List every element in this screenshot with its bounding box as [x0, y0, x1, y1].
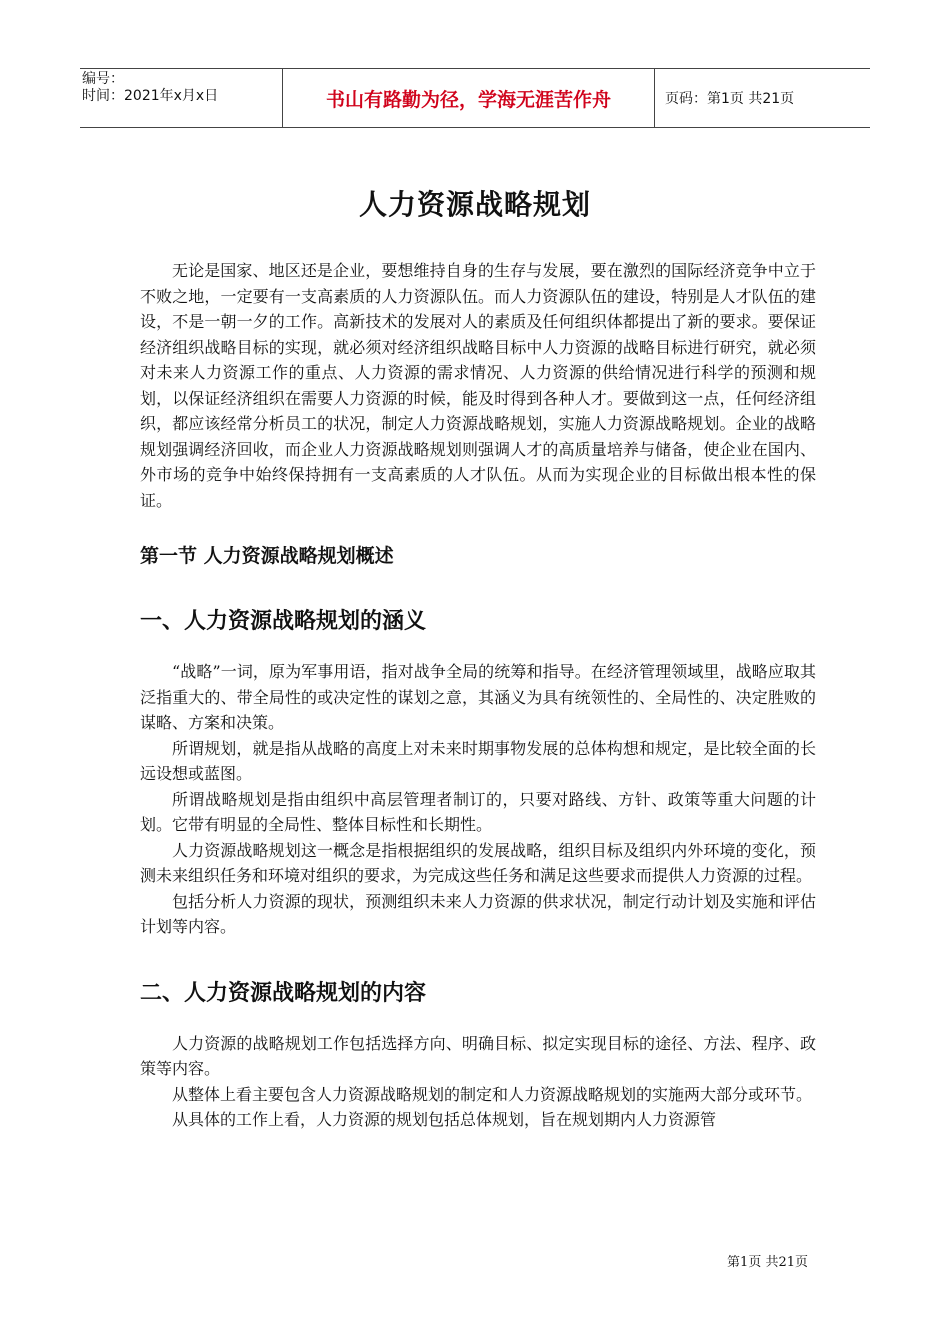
page-header [80, 68, 870, 128]
paragraph: 人力资源的战略规划工作包括选择方向、明确目标、拟定实现目标的途径、方法、程序、政策等内容。 [140, 1033, 816, 1078]
paragraph: 所谓规划，就是指从战略的高度上对未来时期事物发展的总体构想和规定，是比较全面的长远设想或蓝图。 [140, 738, 816, 783]
paragraph: 包括分析人力资源的现状，预测组织未来人力资源的供求状况，制定行动计划及实施和评估计划等内容。 [140, 891, 816, 936]
subsection-1-content [140, 659, 816, 940]
header-page-code: 页码：第1页 共21页 [665, 91, 795, 107]
intro-paragraph: 无论是国家、地区还是企业，要想维持自身的生存与发展，要在激烈的国际经济竞争中立于不败之地，一定要有一支高素质的人力资源队伍。而人力资源队伍的建设，特别是人才队伍的建设，不是一朝一夕的工作。高新技术的发展对人的素质及任何组织体都提出了新的要求。要保证经济组织战略目标的实现，就必须对经济组织战略目标中人力资源的战略目标进行研究，就必须对未来人力资源工作的重点、人力资源的需求情况、人力资源的供给情况进行科学的预测和规划，以保证经济组织在需要人力资源的时候，能及时得到各种人才。要做到这一点，任何经济组织，都应该经常分析员工的状况，制定人力资源战略规划，实施人力资源战略规划。企业的战略规划强调经济回收，而企业人力资源战略规划则强调人才的高质量培养与储备，使企业在国内、外市场的竞争中始终保持拥有一支高素质的人才队伍。从而为实现企业的目标做出根本性的保证。 [140, 261, 816, 510]
paragraph: 从整体上看主要包含人力资源战略规划的制定和人力资源战略规划的实施两大部分或环节。 [172, 1084, 813, 1104]
paragraph: 所谓战略规划是指由组织中高层管理者制订的，只要对路线、方针、政策等重大问题的计划。它带有明显的全局性、整体目标性和长期性。 [140, 789, 816, 834]
header-meta [80, 69, 282, 127]
subsection-heading-2: 二、人力资源战略规划的内容 [140, 980, 427, 1006]
header-motto: 书山有路勤为径，学海无涯苦作舟 [282, 69, 655, 127]
page-footer: 第1页 共21页 [727, 1255, 808, 1270]
subsection-heading-1: 一、人力资源战略规划的涵义 [140, 609, 427, 634]
time-label: 时间：2021年x月x日 [82, 88, 219, 104]
section-heading: 第一节 人力资源战略规划概述 [140, 545, 394, 567]
number-label: 编号： [82, 71, 124, 87]
subsection-2-content [140, 1031, 816, 1133]
paragraph: “战略”一词，原为军事用语，指对战争全局的统筹和指导。在经济管理领域里，战略应取其泛指重大的、带全局性的或决定性的谋划之意，其涵义为具有统领性的、全局性的、决定胜败的谋略、方案和决策。 [140, 662, 816, 732]
paragraph: 人力资源战略规划这一概念是指根据组织的发展战略，组织目标及组织内外环境的变化，预测未来组织任务和环境对组织的要求，为完成这些任务和满足这些要求而提供人力资源的过程。 [140, 840, 816, 885]
document-body [140, 258, 816, 1133]
paragraph: 从具体的工作上看，人力资源的规划包括总体规划，旨在规划期内人力资源管 [172, 1110, 717, 1129]
document-title: 人力资源战略规划 [358, 188, 591, 221]
